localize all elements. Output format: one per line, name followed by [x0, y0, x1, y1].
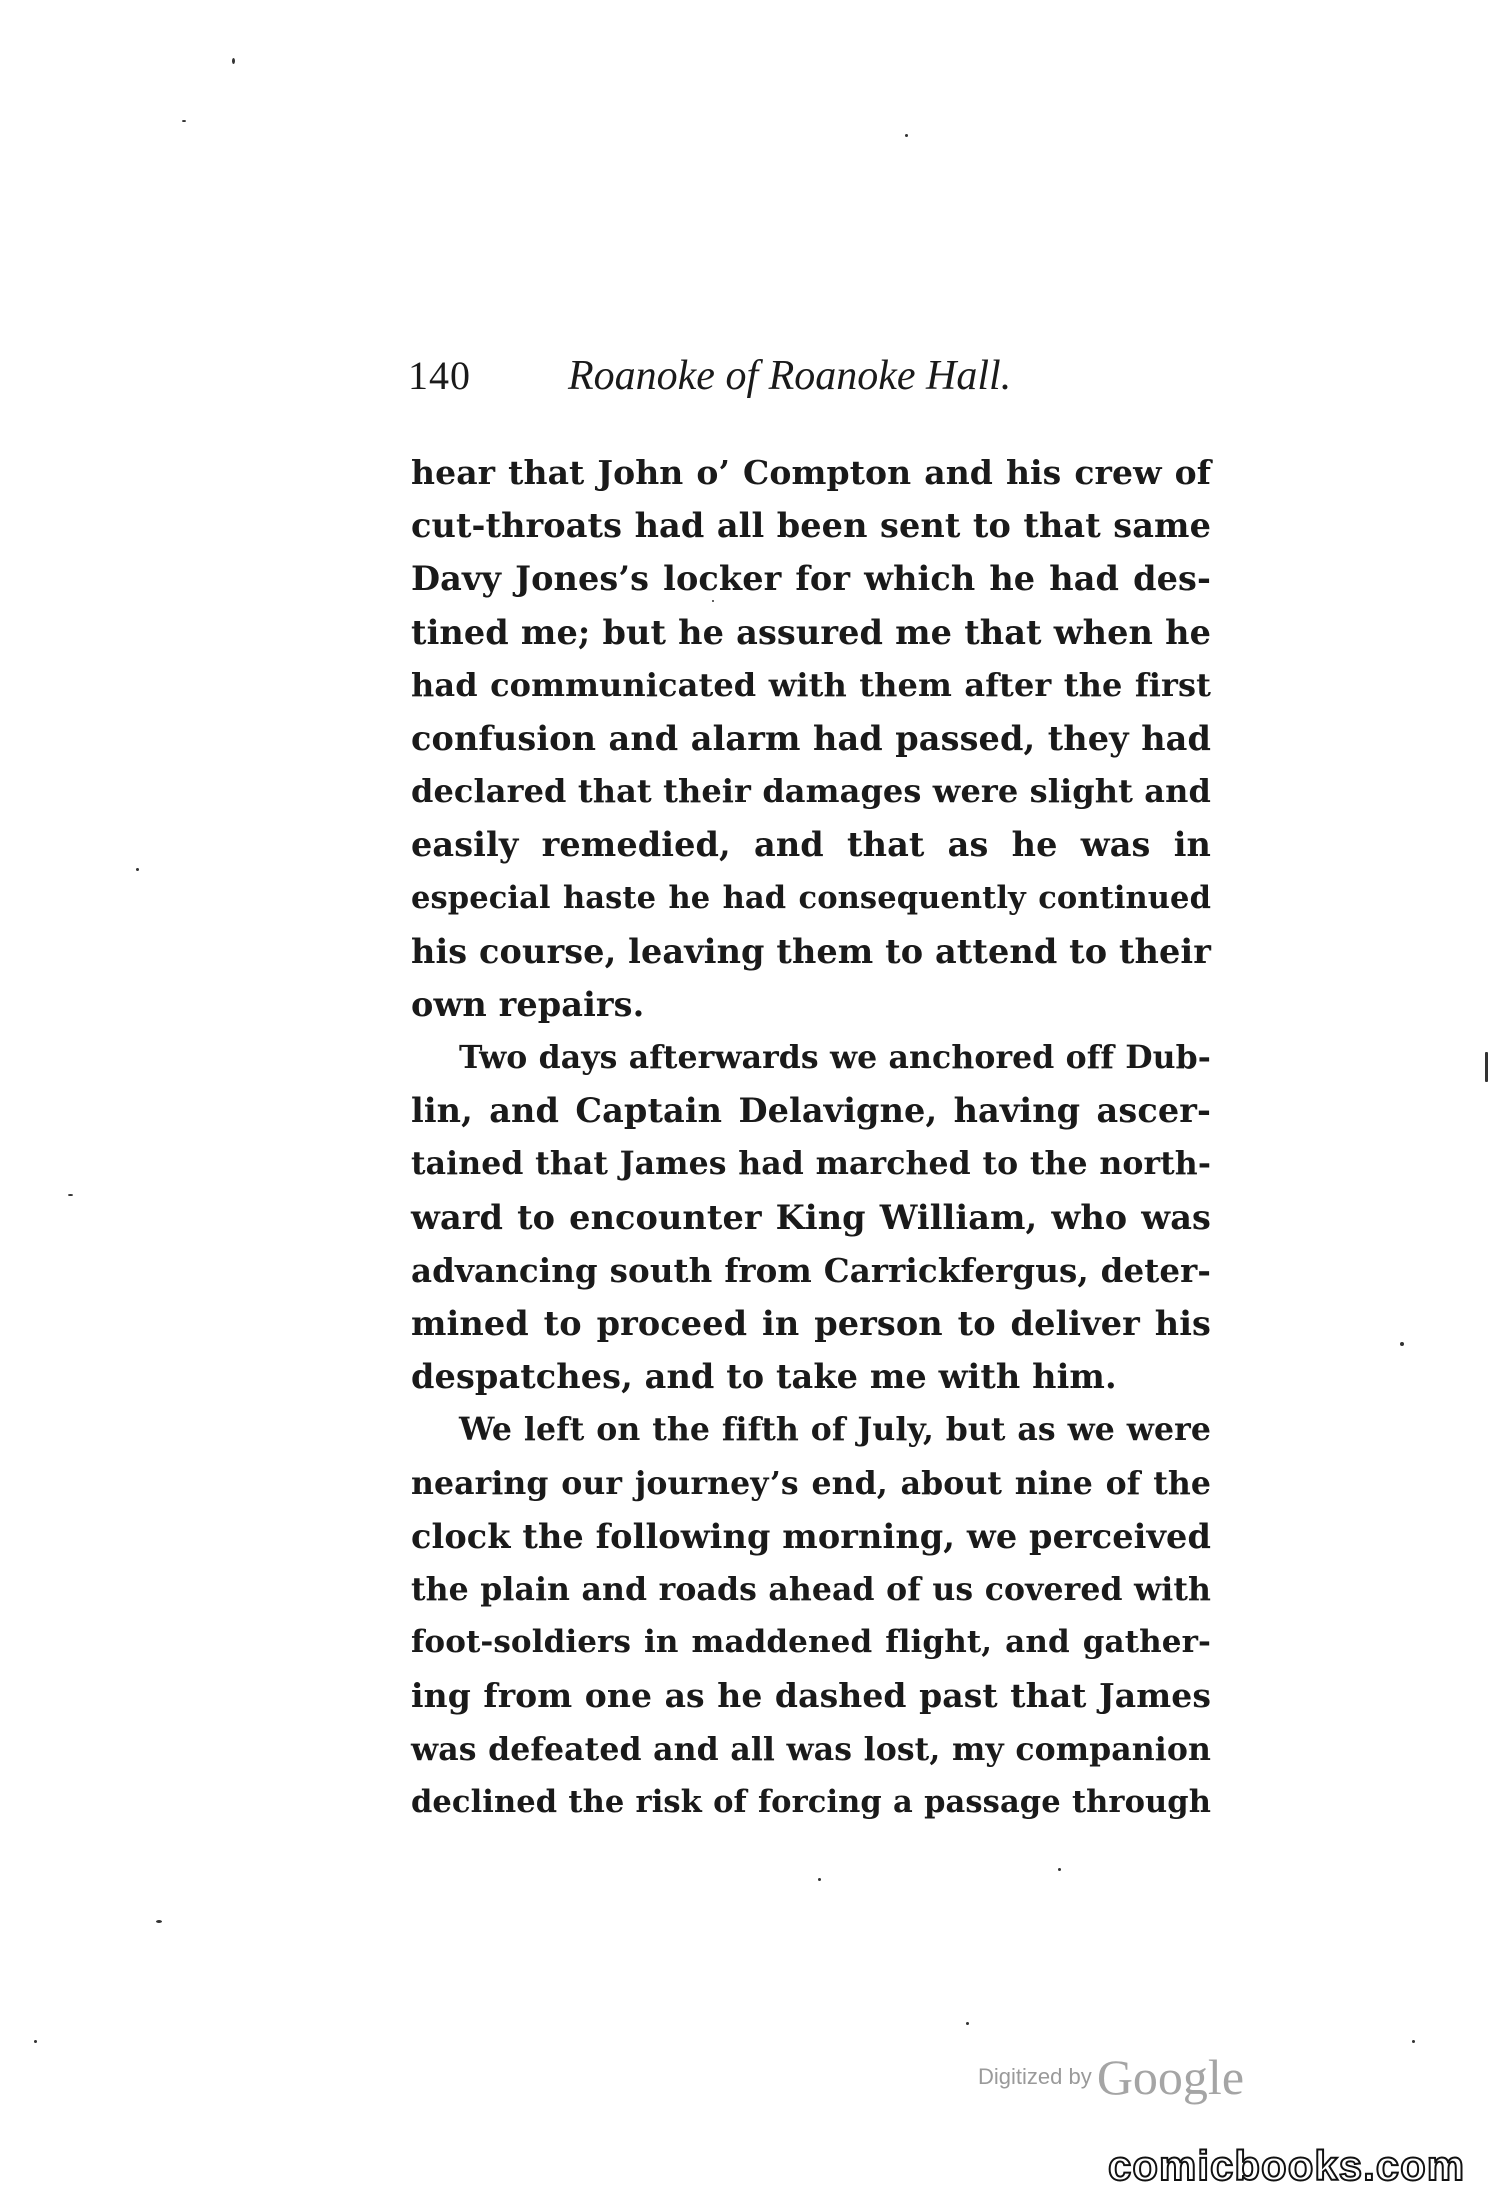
scan-speck — [1412, 2040, 1415, 2043]
page-number: 140 — [408, 353, 471, 398]
scan-speck — [136, 868, 139, 871]
scan-speck — [232, 58, 235, 64]
text-line: confusion and alarm had passed, they had — [411, 718, 1211, 758]
text-line: ward to encounter King William, who was — [411, 1197, 1211, 1237]
body-text — [411, 446, 1211, 1829]
text-line: hear that John o’ Compton and his crew of — [411, 453, 1211, 492]
scan-speck — [1400, 1342, 1404, 1346]
text-line: ing from one as he dashed past that James — [411, 1676, 1211, 1716]
scan-speck — [966, 2022, 969, 2025]
text-line: mined to proceed in person to deliver his — [411, 1304, 1211, 1343]
text-line: declined the risk of forcing a passage through — [411, 1783, 1211, 1820]
scan-speck — [818, 1878, 821, 1881]
scan-speck — [1058, 1868, 1061, 1871]
text-line: had communicated with them after the first — [411, 665, 1211, 704]
running-head — [408, 352, 1068, 412]
text-line: clock the following morning, we perceived — [411, 1516, 1211, 1556]
text-line: advancing south from Carrickfergus, deter- — [411, 1250, 1211, 1290]
text-line: Davy Jones’s locker for which he had des- — [411, 559, 1211, 599]
text-line: foot-soldiers in maddened flight, and gather- — [411, 1624, 1211, 1661]
text-line: lin, and Captain Delavigne, having ascer- — [411, 1091, 1211, 1131]
scan-speck — [156, 1920, 162, 1923]
text-line: easily remedied, and that as he was in — [411, 825, 1211, 865]
watermark: comicbooks.com — [1108, 2142, 1466, 2189]
text-line: We left on the fifth of July, but as we were — [459, 1411, 1211, 1449]
scan-speck — [182, 120, 186, 122]
text-line: was defeated and all was lost, my companion — [411, 1730, 1211, 1768]
digitized-prefix: Digitized by — [978, 2064, 1092, 2089]
text-line: the plain and roads ahead of us covered with — [411, 1570, 1211, 1608]
scan-speck — [68, 1194, 73, 1196]
google-logo: Google — [1096, 2049, 1245, 2105]
text-line: tined me; but he assured me that when he — [411, 612, 1211, 652]
text-line: declared that their damages were slight and — [411, 772, 1211, 811]
text-line: cut-throats had all been sent to that same — [411, 506, 1211, 546]
text-line: own repairs. — [411, 984, 645, 1024]
scan-speck — [34, 2040, 37, 2043]
running-title: Roanoke of Roanoke Hall. — [568, 353, 1012, 399]
text-line: his course, leaving them to attend to their — [411, 931, 1211, 971]
text-line: Two days afterwards we anchored off Dub- — [459, 1039, 1211, 1077]
text-line: despatches, and to take me with him. — [411, 1357, 1117, 1397]
text-line: tained that James had marched to the north- — [411, 1145, 1211, 1183]
scan-speck — [905, 134, 908, 137]
text-line: nearing our journey’s end, about nine of the — [411, 1464, 1211, 1502]
text-line: especial haste he had consequently continued — [411, 879, 1211, 916]
digitized-by-google-mark — [978, 2048, 1244, 2118]
